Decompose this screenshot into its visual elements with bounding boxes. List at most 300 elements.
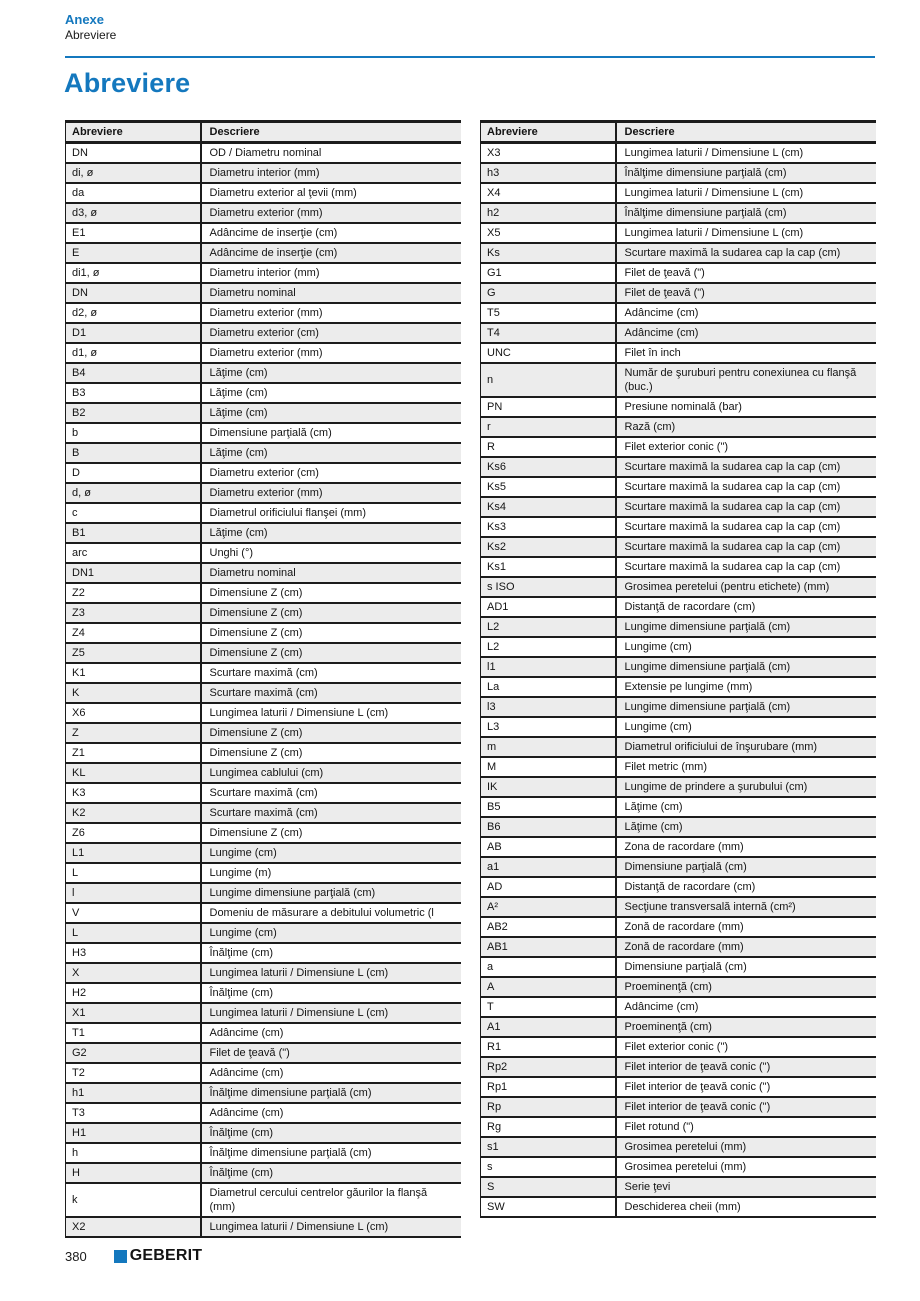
abbreviation-cell: R1 — [481, 1037, 616, 1057]
description-cell: Lăţime (cm) — [616, 797, 876, 817]
description-cell: Dimensiune Z (cm) — [201, 603, 461, 623]
table-row — [481, 537, 876, 557]
description-cell: Lungime (cm) — [616, 637, 876, 657]
table-row — [66, 1063, 461, 1083]
abbreviation-cell: DN1 — [66, 563, 201, 583]
description-cell: Grosimea peretelui (mm) — [616, 1137, 876, 1157]
table-row — [481, 397, 876, 417]
abbreviation-cell: X6 — [66, 703, 201, 723]
description-cell: Lungimea laturii / Dimensiune L (cm) — [616, 183, 876, 203]
table-row — [66, 1143, 461, 1163]
description-cell: Lungimea laturii / Dimensiune L (cm) — [201, 703, 461, 723]
abbreviation-cell: Z5 — [66, 643, 201, 663]
description-cell: Lăţime (cm) — [616, 817, 876, 837]
abbreviation-cell: d2, ø — [66, 303, 201, 323]
description-cell: Dimensiune Z (cm) — [201, 643, 461, 663]
abbreviation-cell: Ks4 — [481, 497, 616, 517]
abbreviation-cell: S — [481, 1177, 616, 1197]
description-cell: Diametru exterior (mm) — [201, 303, 461, 323]
description-cell: Înălţime (cm) — [201, 983, 461, 1003]
description-cell: Lungimea laturii / Dimensiune L (cm) — [201, 1217, 461, 1237]
description-cell: Filet de ţeavă (") — [616, 263, 876, 283]
abbreviation-cell: T3 — [66, 1103, 201, 1123]
abbreviation-cell: a1 — [481, 857, 616, 877]
description-cell: Scurtare maximă (cm) — [201, 783, 461, 803]
abbreviation-cell: B1 — [66, 523, 201, 543]
table-row — [66, 1023, 461, 1043]
description-cell: Diametrul orificiului de înşurubare (mm) — [616, 737, 876, 757]
description-cell: Distanţă de racordare (cm) — [616, 597, 876, 617]
table-header-row — [481, 122, 876, 143]
table-row — [66, 183, 461, 203]
description-cell: Înălţime (cm) — [201, 1123, 461, 1143]
table-row — [481, 303, 876, 323]
abbreviation-cell: B2 — [66, 403, 201, 423]
table-row — [481, 497, 876, 517]
abbreviation-column-header: Abreviere — [66, 122, 201, 143]
table-row — [481, 997, 876, 1017]
description-cell: Adâncime de inserţie (cm) — [201, 243, 461, 263]
description-cell: Adâncime (cm) — [201, 1023, 461, 1043]
description-cell: Filet metric (mm) — [616, 757, 876, 777]
geberit-logo-text: GEBERIT — [129, 1247, 203, 1264]
table-row — [66, 243, 461, 263]
breadcrumb — [65, 12, 116, 43]
abbreviation-cell: L2 — [481, 637, 616, 657]
abbreviation-cell: d, ø — [66, 483, 201, 503]
table-row — [66, 1083, 461, 1103]
table-row — [481, 163, 876, 183]
description-cell: Deschiderea cheii (mm) — [616, 1197, 876, 1217]
description-cell: Înălţime dimensiune parţială (cm) — [201, 1143, 461, 1163]
table-row — [481, 1017, 876, 1037]
description-cell: Lungimea laturii / Dimensiune L (cm) — [201, 963, 461, 983]
abbreviation-cell: D1 — [66, 323, 201, 343]
abbreviation-cell: DN — [66, 283, 201, 303]
description-cell: Scurtare maximă la sudarea cap la cap (cm) — [616, 537, 876, 557]
table-row — [481, 657, 876, 677]
abbreviation-cell: H3 — [66, 943, 201, 963]
table-row — [66, 343, 461, 363]
table-row — [66, 443, 461, 463]
abbreviation-cell: l — [66, 883, 201, 903]
abbreviation-cell: da — [66, 183, 201, 203]
description-column-header: Descriere — [616, 122, 876, 143]
description-cell: Diametru nominal — [201, 283, 461, 303]
geberit-logo-square-icon — [114, 1250, 127, 1263]
table-row — [481, 697, 876, 717]
abbreviation-cell: M — [481, 757, 616, 777]
abbreviation-cell: IK — [481, 777, 616, 797]
description-cell: Filet exterior conic (") — [616, 437, 876, 457]
table-row — [66, 283, 461, 303]
table-row — [66, 843, 461, 863]
table-row — [481, 203, 876, 223]
description-cell: Diametru exterior (cm) — [201, 323, 461, 343]
abbreviation-cell: KL — [66, 763, 201, 783]
abbreviation-cell: Z3 — [66, 603, 201, 623]
table-row — [481, 363, 876, 397]
description-cell: Lungime dimensiune parţială (cm) — [616, 697, 876, 717]
description-cell: Diametru exterior (mm) — [201, 343, 461, 363]
description-column-header: Descriere — [201, 122, 461, 143]
description-cell: Scurtare maximă (cm) — [201, 683, 461, 703]
table-row — [66, 623, 461, 643]
abbreviation-cell: G — [481, 283, 616, 303]
description-cell: Proeminenţă (cm) — [616, 1017, 876, 1037]
table-row — [66, 983, 461, 1003]
table-row — [66, 263, 461, 283]
abbreviation-cell: Ks3 — [481, 517, 616, 537]
description-cell: Lungime dimensiune parţială (cm) — [616, 617, 876, 637]
abbreviation-cell: L — [66, 863, 201, 883]
description-cell: Adâncime (cm) — [616, 997, 876, 1017]
abbreviation-cell: di, ø — [66, 163, 201, 183]
table-row — [66, 503, 461, 523]
description-cell: Lungime dimensiune parţială (cm) — [616, 657, 876, 677]
table-row — [481, 243, 876, 263]
table-row — [66, 963, 461, 983]
description-cell: Dimensiune Z (cm) — [201, 823, 461, 843]
abbreviation-cell: R — [481, 437, 616, 457]
description-cell: Dimensiune Z (cm) — [201, 583, 461, 603]
description-cell: Lungimea laturii / Dimensiune L (cm) — [201, 1003, 461, 1023]
table-header-row — [66, 122, 461, 143]
table-row — [481, 797, 876, 817]
description-cell: Dimensiune Z (cm) — [201, 723, 461, 743]
table-row — [66, 703, 461, 723]
table-row — [481, 263, 876, 283]
abbreviation-cell: A — [481, 977, 616, 997]
abbreviation-cell: Rp — [481, 1097, 616, 1117]
table-row — [66, 1123, 461, 1143]
page-footer — [65, 1247, 202, 1265]
table-row — [66, 823, 461, 843]
abbreviation-cell: Rp2 — [481, 1057, 616, 1077]
abbreviation-cell: Ks2 — [481, 537, 616, 557]
abbreviation-cell: T4 — [481, 323, 616, 343]
table-row — [481, 957, 876, 977]
table-row — [481, 283, 876, 303]
abbreviation-cell: h2 — [481, 203, 616, 223]
description-cell: Înălţime (cm) — [201, 1163, 461, 1183]
table-row — [481, 897, 876, 917]
abbreviation-cell: L1 — [66, 843, 201, 863]
table-row — [66, 923, 461, 943]
description-cell: Scurtare maximă (cm) — [201, 803, 461, 823]
table-row — [481, 617, 876, 637]
description-cell: Filet interior de ţeavă conic (") — [616, 1057, 876, 1077]
table-row — [66, 363, 461, 383]
abbreviation-cell: X5 — [481, 223, 616, 243]
abbreviations-table-left — [65, 120, 461, 1238]
abbreviation-cell: T1 — [66, 1023, 201, 1043]
abbreviation-cell: b — [66, 423, 201, 443]
description-cell: Diametru exterior (mm) — [201, 203, 461, 223]
description-cell: Lungimea laturii / Dimensiune L (cm) — [616, 223, 876, 243]
abbreviation-cell: Ks1 — [481, 557, 616, 577]
table-row — [66, 1217, 461, 1237]
description-cell: Diametru exterior al ţevii (mm) — [201, 183, 461, 203]
abbreviation-cell: B6 — [481, 817, 616, 837]
description-cell: Scurtare maximă la sudarea cap la cap (cm) — [616, 497, 876, 517]
description-cell: Lungimea laturii / Dimensiune L (cm) — [616, 143, 876, 164]
table-row — [481, 637, 876, 657]
description-cell: Scurtare maximă la sudarea cap la cap (cm) — [616, 477, 876, 497]
abbreviation-column-header: Abreviere — [481, 122, 616, 143]
description-cell: Lăţime (cm) — [201, 403, 461, 423]
table-row — [481, 457, 876, 477]
table-row — [481, 877, 876, 897]
table-row — [66, 163, 461, 183]
table-row — [481, 817, 876, 837]
page-number: 380 — [65, 1248, 87, 1264]
abbreviation-cell: l1 — [481, 657, 616, 677]
abbreviation-cell: T2 — [66, 1063, 201, 1083]
table-row — [481, 517, 876, 537]
table-row — [66, 543, 461, 563]
description-cell: Serie ţevi — [616, 1177, 876, 1197]
table-row — [481, 1157, 876, 1177]
table-row — [66, 863, 461, 883]
description-cell: Presiune nominală (bar) — [616, 397, 876, 417]
abbreviation-cell: B5 — [481, 797, 616, 817]
table-row — [481, 437, 876, 457]
abbreviation-cell: G2 — [66, 1043, 201, 1063]
abbreviation-cell: c — [66, 503, 201, 523]
abbreviation-cell: PN — [481, 397, 616, 417]
table-row — [481, 1117, 876, 1137]
table-row — [481, 477, 876, 497]
abbreviation-cell: Ks — [481, 243, 616, 263]
description-cell: Lungime de prindere a şurubului (cm) — [616, 777, 876, 797]
table-row — [66, 303, 461, 323]
abbreviation-cell: h3 — [481, 163, 616, 183]
abbreviation-cell: s ISO — [481, 577, 616, 597]
description-cell: Lungime (cm) — [616, 717, 876, 737]
table-row — [66, 943, 461, 963]
description-cell: Grosimea peretelui (pentru etichete) (mm) — [616, 577, 876, 597]
abbreviation-cell: H2 — [66, 983, 201, 1003]
table-row — [66, 663, 461, 683]
table-row — [481, 917, 876, 937]
table-row — [66, 223, 461, 243]
table-row — [481, 1077, 876, 1097]
description-cell: Dimensiune Z (cm) — [201, 743, 461, 763]
abbreviations-table-right — [480, 120, 876, 1218]
description-cell: Lungime dimensiune parţială (cm) — [201, 883, 461, 903]
table-row — [481, 737, 876, 757]
description-cell: Număr de şuruburi pentru conexiunea cu flanşă (buc.) — [616, 363, 876, 397]
table-row — [481, 1177, 876, 1197]
description-cell: Zonă de racordare (mm) — [616, 917, 876, 937]
abbreviation-cell: l3 — [481, 697, 616, 717]
description-cell: Lungime (m) — [201, 863, 461, 883]
abbreviation-cell: s1 — [481, 1137, 616, 1157]
description-cell: Dimensiune parţială (cm) — [616, 857, 876, 877]
description-cell: Adâncime (cm) — [201, 1063, 461, 1083]
geberit-logo — [114, 1247, 203, 1265]
description-cell: Diametrul cercului centrelor găurilor la flanşă (mm) — [201, 1183, 461, 1217]
abbreviation-cell: X3 — [481, 143, 616, 164]
abbreviation-cell: Rp1 — [481, 1077, 616, 1097]
abbreviation-cell: B4 — [66, 363, 201, 383]
description-cell: Scurtare maximă la sudarea cap la cap (cm) — [616, 557, 876, 577]
description-cell: Proeminenţă (cm) — [616, 977, 876, 997]
table-row — [481, 1097, 876, 1117]
abbreviation-cell: AB1 — [481, 937, 616, 957]
abbreviation-cell: di1, ø — [66, 263, 201, 283]
description-cell: Înălţime dimensiune parţială (cm) — [616, 163, 876, 183]
abbreviation-cell: A² — [481, 897, 616, 917]
description-cell: Filet de ţeavă (") — [616, 283, 876, 303]
table-row — [66, 483, 461, 503]
abbreviation-cell: Ks6 — [481, 457, 616, 477]
table-row — [481, 717, 876, 737]
abbreviation-cell: La — [481, 677, 616, 697]
table-row — [66, 1163, 461, 1183]
description-cell: Zona de racordare (mm) — [616, 837, 876, 857]
abbreviation-cell: X — [66, 963, 201, 983]
description-cell: Domeniu de măsurare a debitului volumetric (l — [201, 903, 461, 923]
table-row — [66, 883, 461, 903]
abbreviation-cell: d3, ø — [66, 203, 201, 223]
description-cell: Scurtare maximă (cm) — [201, 663, 461, 683]
abbreviation-cell: K3 — [66, 783, 201, 803]
table-row — [66, 383, 461, 403]
abbreviation-cell: X1 — [66, 1003, 201, 1023]
abbreviation-cell: H — [66, 1163, 201, 1183]
abbreviation-cell: Rg — [481, 1117, 616, 1137]
abbreviation-cell: Ks5 — [481, 477, 616, 497]
table-row — [66, 903, 461, 923]
table-row — [481, 937, 876, 957]
table-row — [481, 1197, 876, 1217]
description-cell: Scurtare maximă la sudarea cap la cap (cm) — [616, 243, 876, 263]
description-cell: Dimensiune Z (cm) — [201, 623, 461, 643]
abbreviation-cell: L — [66, 923, 201, 943]
table-row — [66, 723, 461, 743]
description-cell: Lungime (cm) — [201, 843, 461, 863]
description-cell: Distanţă de racordare (cm) — [616, 877, 876, 897]
table-row — [481, 577, 876, 597]
abbreviation-cell: d1, ø — [66, 343, 201, 363]
abbreviation-cell: T — [481, 997, 616, 1017]
description-cell: Lăţime (cm) — [201, 363, 461, 383]
abbreviation-cell: G1 — [481, 263, 616, 283]
abbreviation-cell: E1 — [66, 223, 201, 243]
abbreviation-cell: E — [66, 243, 201, 263]
description-cell: Extensie pe lungime (mm) — [616, 677, 876, 697]
abbreviation-cell: UNC — [481, 343, 616, 363]
description-cell: Rază (cm) — [616, 417, 876, 437]
table-row — [66, 523, 461, 543]
table-row — [66, 1043, 461, 1063]
abbreviation-cell: L3 — [481, 717, 616, 737]
description-cell: Înălţime (cm) — [201, 943, 461, 963]
description-cell: Adâncime de inserţie (cm) — [201, 223, 461, 243]
description-cell: Filet interior de ţeavă conic (") — [616, 1077, 876, 1097]
description-cell: Adâncime (cm) — [616, 323, 876, 343]
table-row — [66, 403, 461, 423]
abbreviation-cell: m — [481, 737, 616, 757]
abbreviation-cell: AD — [481, 877, 616, 897]
abbreviation-cell: AB2 — [481, 917, 616, 937]
abbreviation-cell: A1 — [481, 1017, 616, 1037]
abbreviation-cell: arc — [66, 543, 201, 563]
description-cell: Lăţime (cm) — [201, 443, 461, 463]
abbreviation-cell: V — [66, 903, 201, 923]
abbreviation-cell: K1 — [66, 663, 201, 683]
abbreviation-cell: h — [66, 1143, 201, 1163]
description-cell: Diametru exterior (cm) — [201, 463, 461, 483]
description-cell: Zonă de racordare (mm) — [616, 937, 876, 957]
table-row — [481, 417, 876, 437]
description-cell: Diametru interior (mm) — [201, 263, 461, 283]
description-cell: Filet interior de ţeavă conic (") — [616, 1097, 876, 1117]
table-row — [481, 837, 876, 857]
table-row — [481, 977, 876, 997]
abbreviation-cell: a — [481, 957, 616, 977]
header-divider — [65, 56, 875, 58]
abbreviation-cell: s — [481, 1157, 616, 1177]
table-row — [481, 597, 876, 617]
abbreviation-cell: h1 — [66, 1083, 201, 1103]
description-cell: Filet rotund (") — [616, 1117, 876, 1137]
abbreviation-cell: r — [481, 417, 616, 437]
description-cell: Unghi (°) — [201, 543, 461, 563]
table-row — [66, 783, 461, 803]
table-row — [66, 1003, 461, 1023]
description-cell: Diametrul orificiului flanşei (mm) — [201, 503, 461, 523]
abbreviation-cell: Z1 — [66, 743, 201, 763]
breadcrumb-section: Anexe — [65, 12, 105, 27]
description-cell: Dimensiune parţială (cm) — [201, 423, 461, 443]
table-row — [66, 743, 461, 763]
description-cell: Filet în inch — [616, 343, 876, 363]
table-row — [481, 343, 876, 363]
abbreviation-cell: D — [66, 463, 201, 483]
table-row — [66, 683, 461, 703]
table-row — [66, 203, 461, 223]
abbreviation-cell: n — [481, 363, 616, 397]
table-row — [66, 423, 461, 443]
table-row — [66, 463, 461, 483]
description-cell: Lăţime (cm) — [201, 383, 461, 403]
table-row — [66, 143, 461, 164]
table-row — [66, 1183, 461, 1217]
description-cell: Grosimea peretelui (mm) — [616, 1157, 876, 1177]
abbreviation-cell: K2 — [66, 803, 201, 823]
table-row — [481, 857, 876, 877]
description-cell: Înălţime dimensiune parţială (cm) — [616, 203, 876, 223]
table-row — [66, 803, 461, 823]
abbreviation-cell: X4 — [481, 183, 616, 203]
description-cell: Înălţime dimensiune parţială (cm) — [201, 1083, 461, 1103]
table-row — [481, 183, 876, 203]
table-row — [481, 1137, 876, 1157]
abbreviation-cell: H1 — [66, 1123, 201, 1143]
description-cell: Lăţime (cm) — [201, 523, 461, 543]
page-title: Abreviere — [64, 68, 191, 98]
abbreviation-cell: B — [66, 443, 201, 463]
table-row — [481, 223, 876, 243]
description-cell: Adâncime (cm) — [616, 303, 876, 323]
abbreviation-cell: Z4 — [66, 623, 201, 643]
abbreviation-cell: k — [66, 1183, 201, 1217]
description-cell: Scurtare maximă la sudarea cap la cap (cm) — [616, 457, 876, 477]
abbreviation-cell: T5 — [481, 303, 616, 323]
